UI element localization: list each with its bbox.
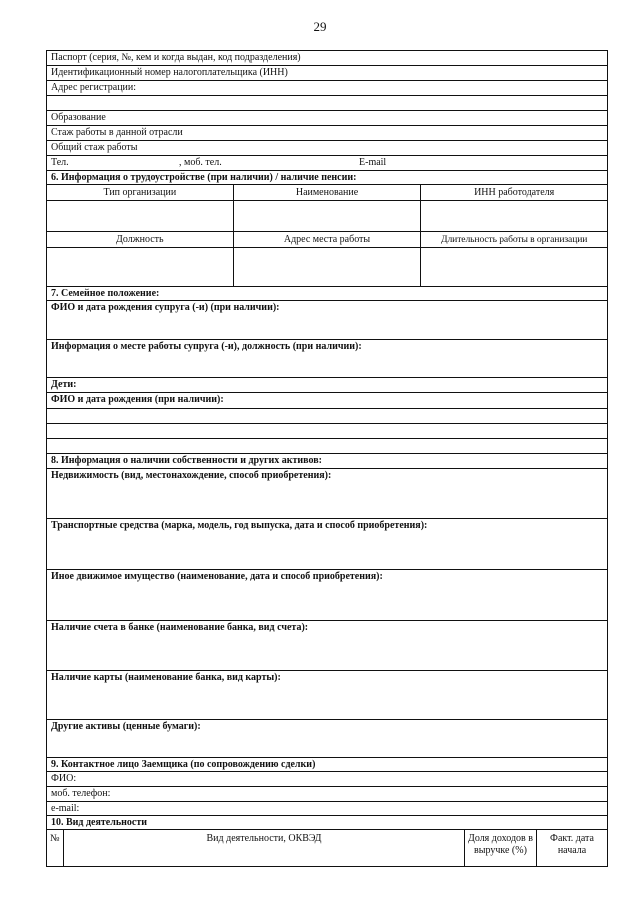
employment-table-header-bottom bbox=[46, 231, 608, 247]
employment-table-header-top bbox=[46, 184, 608, 200]
children-row bbox=[46, 377, 608, 392]
section-6-title: 6. Информация о трудоустройстве (при наличии) / наличие пенсии: bbox=[51, 172, 357, 183]
passport-label: Паспорт (серия, №, кем и когда выдан, код подразделения) bbox=[51, 52, 301, 63]
total-experience-row bbox=[46, 140, 608, 155]
registration-address-row bbox=[46, 80, 608, 95]
education-label: Образование bbox=[51, 112, 106, 123]
bank-account-row bbox=[46, 620, 608, 670]
spouse-label: ФИО и дата рождения супруга (-и) (при наличии): bbox=[51, 302, 280, 313]
borrower-form bbox=[46, 50, 608, 867]
children-blank-row-3 bbox=[46, 438, 608, 453]
bank-card-row bbox=[46, 670, 608, 719]
work-duration-cell bbox=[421, 248, 608, 286]
inn-row bbox=[46, 65, 608, 80]
spouse-work-label: Информация о месте работы супруга (-и), должность (при наличии): bbox=[51, 341, 362, 352]
employer-inn-cell bbox=[421, 201, 608, 231]
work-address-cell bbox=[234, 248, 422, 286]
section-9-title-row bbox=[46, 757, 608, 771]
section-10-title: 10. Вид деятельности bbox=[51, 817, 148, 828]
vehicles-label: Транспортные средства (марка, модель, год выпуска, дата и способ приобретения): bbox=[51, 520, 428, 531]
section-8-title: 8. Информация о наличии собственности и других активов: bbox=[51, 455, 322, 466]
section-9-title: 9. Контактное лицо Заемщика (по сопровождению сделки) bbox=[51, 759, 316, 770]
spouse-row bbox=[46, 300, 608, 339]
mobile-phone-label: , моб. тел. bbox=[179, 157, 222, 168]
org-type-header: Тип организации bbox=[47, 185, 234, 200]
work-address-header: Адрес места работы bbox=[234, 232, 422, 247]
children-blank-row-2 bbox=[46, 423, 608, 438]
registration-address-blank-row bbox=[46, 95, 608, 110]
section-6-title-row bbox=[46, 170, 608, 184]
section-8-title-row bbox=[46, 453, 608, 468]
other-assets-label: Другие активы (ценные бумаги): bbox=[51, 721, 201, 732]
vehicles-row bbox=[46, 518, 608, 569]
contacts-row bbox=[46, 155, 608, 170]
work-duration-header: Длительность работы в организации bbox=[421, 232, 608, 247]
activity-okved-header: Вид деятельности, ОКВЭД bbox=[64, 830, 465, 866]
employer-inn-header: ИНН работодателя bbox=[421, 185, 608, 200]
employment-table-blank-bottom bbox=[46, 247, 608, 286]
revenue-share-header: Доля доходов в выручке (%) bbox=[465, 830, 537, 866]
org-name-cell bbox=[234, 201, 422, 231]
page-number: 29 bbox=[313, 19, 327, 34]
contact-fio-row bbox=[46, 771, 608, 786]
position-cell bbox=[47, 248, 234, 286]
contact-mobile-row bbox=[46, 786, 608, 801]
contact-mobile-label: моб. телефон: bbox=[51, 788, 111, 799]
industry-experience-label: Стаж работы в данной отрасли bbox=[51, 127, 183, 138]
section-10-title-row bbox=[46, 815, 608, 829]
children-fio-label: ФИО и дата рождения (при наличии): bbox=[51, 394, 224, 405]
registration-address-label: Адрес регистрации: bbox=[51, 82, 137, 93]
section-7-title: 7. Семейное положение: bbox=[51, 288, 160, 299]
section-7-title-row bbox=[46, 286, 608, 300]
passport-row bbox=[46, 50, 608, 65]
bank-card-label: Наличие карты (наименование банка, вид карты): bbox=[51, 672, 281, 683]
realty-row bbox=[46, 468, 608, 518]
industry-experience-row bbox=[46, 125, 608, 140]
other-assets-row bbox=[46, 719, 608, 757]
bank-account-label: Наличие счета в банке (наименование банка, вид счета): bbox=[51, 622, 309, 633]
total-experience-label: Общий стаж работы bbox=[51, 142, 138, 153]
activity-table-header bbox=[46, 829, 608, 867]
education-row bbox=[46, 110, 608, 125]
spouse-work-row bbox=[46, 339, 608, 377]
movable-property-label: Иное движимое имущество (наименование, дата и способ приобретения): bbox=[51, 571, 383, 582]
children-label: Дети: bbox=[51, 379, 77, 390]
employment-table-blank-top bbox=[46, 200, 608, 231]
contact-fio-label: ФИО: bbox=[51, 773, 77, 784]
inn-label: Идентификационный номер налогоплательщика (ИНН) bbox=[51, 67, 288, 78]
contact-email-row bbox=[46, 801, 608, 815]
phone-label: Тел. bbox=[51, 157, 69, 168]
org-name-header: Наименование bbox=[234, 185, 422, 200]
email-label: E-mail bbox=[359, 157, 387, 168]
position-header: Должность bbox=[47, 232, 234, 247]
org-type-cell bbox=[47, 201, 234, 231]
start-date-header: Факт. дата начала bbox=[550, 833, 594, 856]
activity-number-header: № bbox=[47, 830, 64, 866]
movable-property-row bbox=[46, 569, 608, 620]
realty-label: Недвижимость (вид, местонахождение, способ приобретения): bbox=[51, 470, 332, 481]
children-blank-row-1 bbox=[46, 408, 608, 423]
children-fio-row bbox=[46, 392, 608, 408]
contact-email-label: e-mail: bbox=[51, 803, 80, 814]
